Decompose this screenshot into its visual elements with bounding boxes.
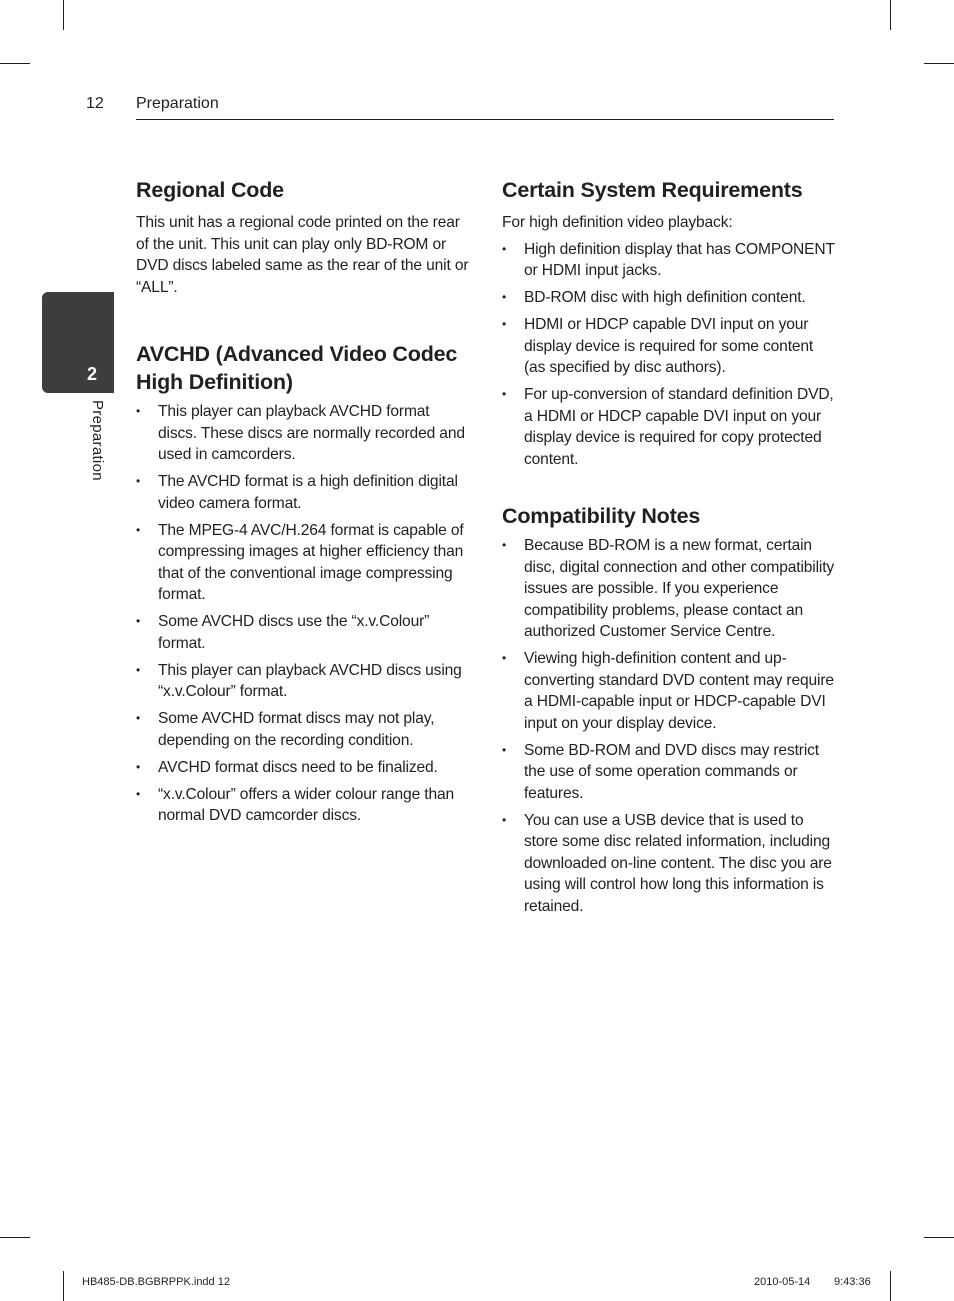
system-requirements-section — [502, 176, 838, 470]
list-item: • For up-conversion of standard definition DVD, a HDMI or HDCP capable DVI input on your display device is required for copy protected content. — [502, 386, 834, 468]
right-column — [502, 176, 838, 923]
list-item: • Some AVCHD discs use the “x.v.Colour” format. — [136, 613, 430, 652]
list-item: • High definition display that has COMPONENT or HDMI input jacks. — [502, 240, 835, 279]
list-item: • BD-ROM disc with high definition content. — [502, 287, 838, 309]
crop-mark — [63, 0, 64, 30]
paragraph: This unit has a regional code printed on the rear of the unit. This unit can play only BD-ROM or DVD discs labeled same as the rear of the unit or “ALL”. — [136, 214, 469, 296]
list-item: • Some AVCHD format discs may not play, depending on the recording condition. — [136, 710, 435, 749]
bullet: • — [502, 290, 507, 304]
crop-mark — [890, 0, 891, 30]
crop-mark — [63, 1271, 64, 1301]
bullet: • — [136, 614, 141, 628]
chapter-tab — [42, 292, 114, 393]
bullet: • — [502, 387, 507, 401]
header-rule — [136, 119, 834, 120]
bullet: • — [502, 651, 507, 665]
footer-filename: HB485-DB.BGBRPPK.indd 12 — [82, 1276, 230, 1288]
crop-mark — [0, 1237, 30, 1238]
bullet-list — [502, 239, 838, 471]
list-item: • HDMI or HDCP capable DVI input on your display device is required for some content (as specified by disc authors). — [502, 316, 814, 376]
crop-mark — [890, 1271, 891, 1301]
left-column — [136, 176, 472, 832]
section-heading: Certain System Requirements — [502, 178, 803, 202]
section-heading: AVCHD (Advanced Video Codec High Definition) — [136, 342, 458, 394]
bullet-list — [136, 401, 472, 827]
bullet: • — [136, 404, 141, 418]
bullet: • — [136, 711, 141, 725]
compatibility-notes-section — [502, 502, 838, 917]
list-item: • This player can playback AVCHD format discs. These discs are normally recorded and used in camcorders. — [136, 403, 465, 463]
bullet: • — [502, 742, 507, 757]
bullet: • — [502, 241, 507, 256]
list-item: • Some BD-ROM and DVD discs may restrict the use of some operation commands or features. — [502, 741, 819, 802]
list-item: • This player can playback AVCHD discs using “x.v.Colour” format. — [136, 661, 462, 700]
list-item: • You can use a USB device that is used to store some disc related information, including downloaded on-line content. The disc you are using will control how long this information is retained. — [502, 811, 832, 915]
bullet: • — [136, 759, 141, 774]
bullet: • — [502, 812, 507, 827]
regional-code-section — [136, 176, 472, 298]
section-heading: Regional Code — [136, 178, 284, 202]
list-item: • Viewing high-definition content and up-converting standard DVD content may require a HDMI-capable input or HDCP-capable DVI input on your display device. — [502, 650, 834, 732]
bullet: • — [136, 786, 141, 801]
bullet: • — [136, 662, 141, 677]
bullet: • — [502, 317, 507, 331]
list-item: • AVCHD format discs need to be finalized. — [136, 757, 472, 779]
bullet: • — [502, 538, 507, 552]
page-number: 12 — [86, 95, 104, 112]
chapter-number: 2 — [86, 364, 97, 384]
avchd-section — [136, 340, 472, 827]
crop-mark — [0, 63, 30, 64]
list-item: • Because BD-ROM is a new format, certain disc, digital connection and other compatibility issues are possible. If you experience compatibility problems, please contact an authorized Customer Service Centre. — [502, 537, 835, 640]
list-item: • “x.v.Colour” offers a wider colour range than normal DVD camcorder discs. — [136, 785, 455, 824]
bullet-list — [502, 535, 838, 917]
bullet: • — [136, 474, 141, 488]
bullet: • — [136, 522, 141, 537]
list-item: • The MPEG-4 AVC/H.264 format is capable of compressing images at higher efficiency than that of the conventional image compressing format. — [136, 521, 464, 603]
footer-time: 9:43:36 — [834, 1276, 871, 1288]
footer-date: 2010-05-14 — [754, 1276, 811, 1288]
crop-mark — [924, 1237, 954, 1238]
section-heading: Compatibility Notes — [502, 504, 701, 528]
crop-mark — [924, 63, 954, 64]
paragraph: For high definition video playback: — [502, 214, 733, 231]
list-item: • The AVCHD format is a high definition digital video camera format. — [136, 473, 458, 512]
chapter-label: Preparation — [89, 400, 106, 481]
running-header: Preparation — [136, 95, 219, 112]
